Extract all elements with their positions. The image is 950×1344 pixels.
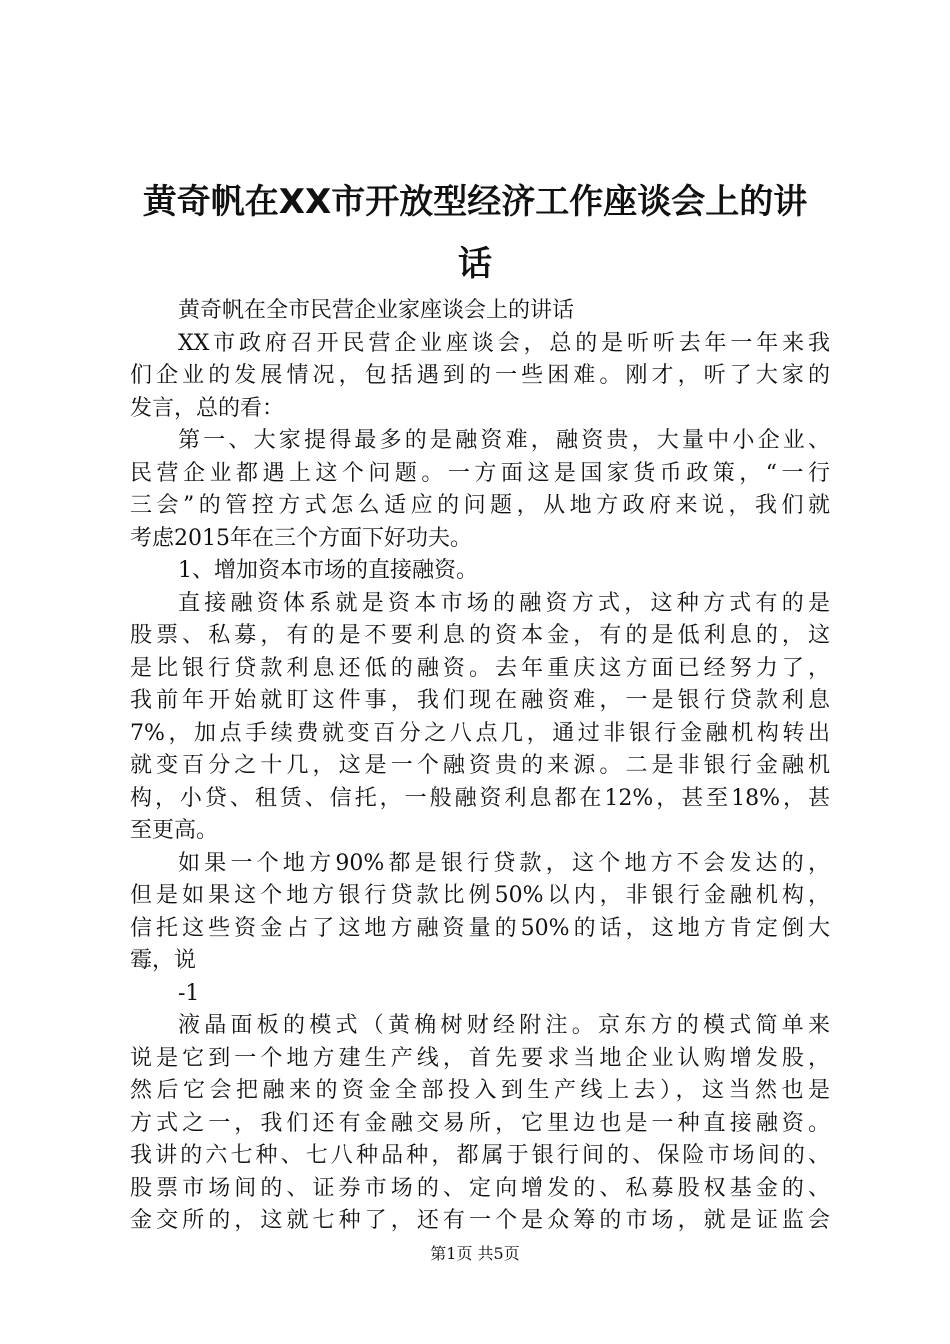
text-line: 信托这些资金占了这地方融资量的50%的话，这地方肯定倒大 [130,915,830,941]
document-title [120,182,830,284]
text-line: 直接融资体系就是资本市场的融资方式，这种方式有的是 [178,590,830,616]
text-line: 但是如果这个地方银行贷款比例50%以内，非银行金融机构， [130,883,830,908]
text-line: 构，小贷、租赁、信托，一般融资利息都在12%，甚至18%，甚 [130,785,830,811]
title-line-2: 话 [458,244,492,284]
text-line: 液晶面板的模式（黄桷树财经附注。京东方的模式简单来 [178,1013,830,1038]
text-line: 是比银行贷款利息还低的融资。去年重庆这方面已经努力了， [130,655,830,681]
title-line-1: 黄奇帆在XX市开放型经济工作座谈会上的讲 [142,182,808,222]
text-line: 就变百分之十几，这是一个融资贵的来源。二是非银行金融机 [130,753,830,778]
section-heading: 1、增加资本市场的直接融资。 [178,558,478,583]
page-footer: 第1页 共5页 [430,1244,520,1263]
text-line: 我讲的六七种、七八种品种，都属于银行间的、保险市场间的、 [130,1143,830,1168]
subtitle-line: 黄奇帆在全市民营企业家座谈会上的讲话 [178,298,575,323]
text-line: 7%，加点手续费就变百分之八点几，通过非银行金融机构转出 [130,720,830,746]
document-body [130,295,830,1238]
text-line: 股票市场间的、证券市场的、定向增发的、私募股权基金的、 [130,1175,830,1201]
text-line: 金交所的，这就七种了，还有一个是众筹的市场，就是证监会 [130,1208,830,1233]
text-line: 民营企业都遇上这个问题。一方面这是国家货币政策，“一行 [130,460,830,486]
text-line: 三会”的管控方式怎么适应的问题，从地方政府来说，我们就 [130,493,830,518]
text-line: 考虑2015年在三个方面下好功夫。 [130,525,472,551]
page-marker: -1 [178,980,200,1006]
text-line: 霉，说 [130,948,197,973]
text-line: 发言，总的看： [130,395,285,421]
text-line: XX市政府召开民营企业座谈会，总的是听听去年一年来我 [178,330,830,356]
text-line: 我前年开始就盯这件事，我们现在融资难，一是银行贷款利息 [130,688,830,713]
text-line: 第一、大家提得最多的是融资难，融资贵，大量中小企业、 [178,428,830,453]
text-line: 说是它到一个地方建生产线，首先要求当地企业认购增发股， [130,1045,830,1071]
text-line: 如果一个地方90%都是银行贷款，这个地方不会发达的， [178,850,830,876]
text-line: 然后它会把融来的资金全部投入到生产线上去），这当然也是 [130,1078,830,1103]
text-line: 股票、私募，有的是不要利息的资本金，有的是低利息的，这 [130,623,830,648]
text-line: 方式之一，我们还有金融交易所，它里边也是一种直接融资。 [130,1110,830,1136]
text-line: 们企业的发展情况，包括遇到的一些困难。刚才，听了大家的 [130,363,830,388]
text-line: 至更高。 [130,818,219,843]
